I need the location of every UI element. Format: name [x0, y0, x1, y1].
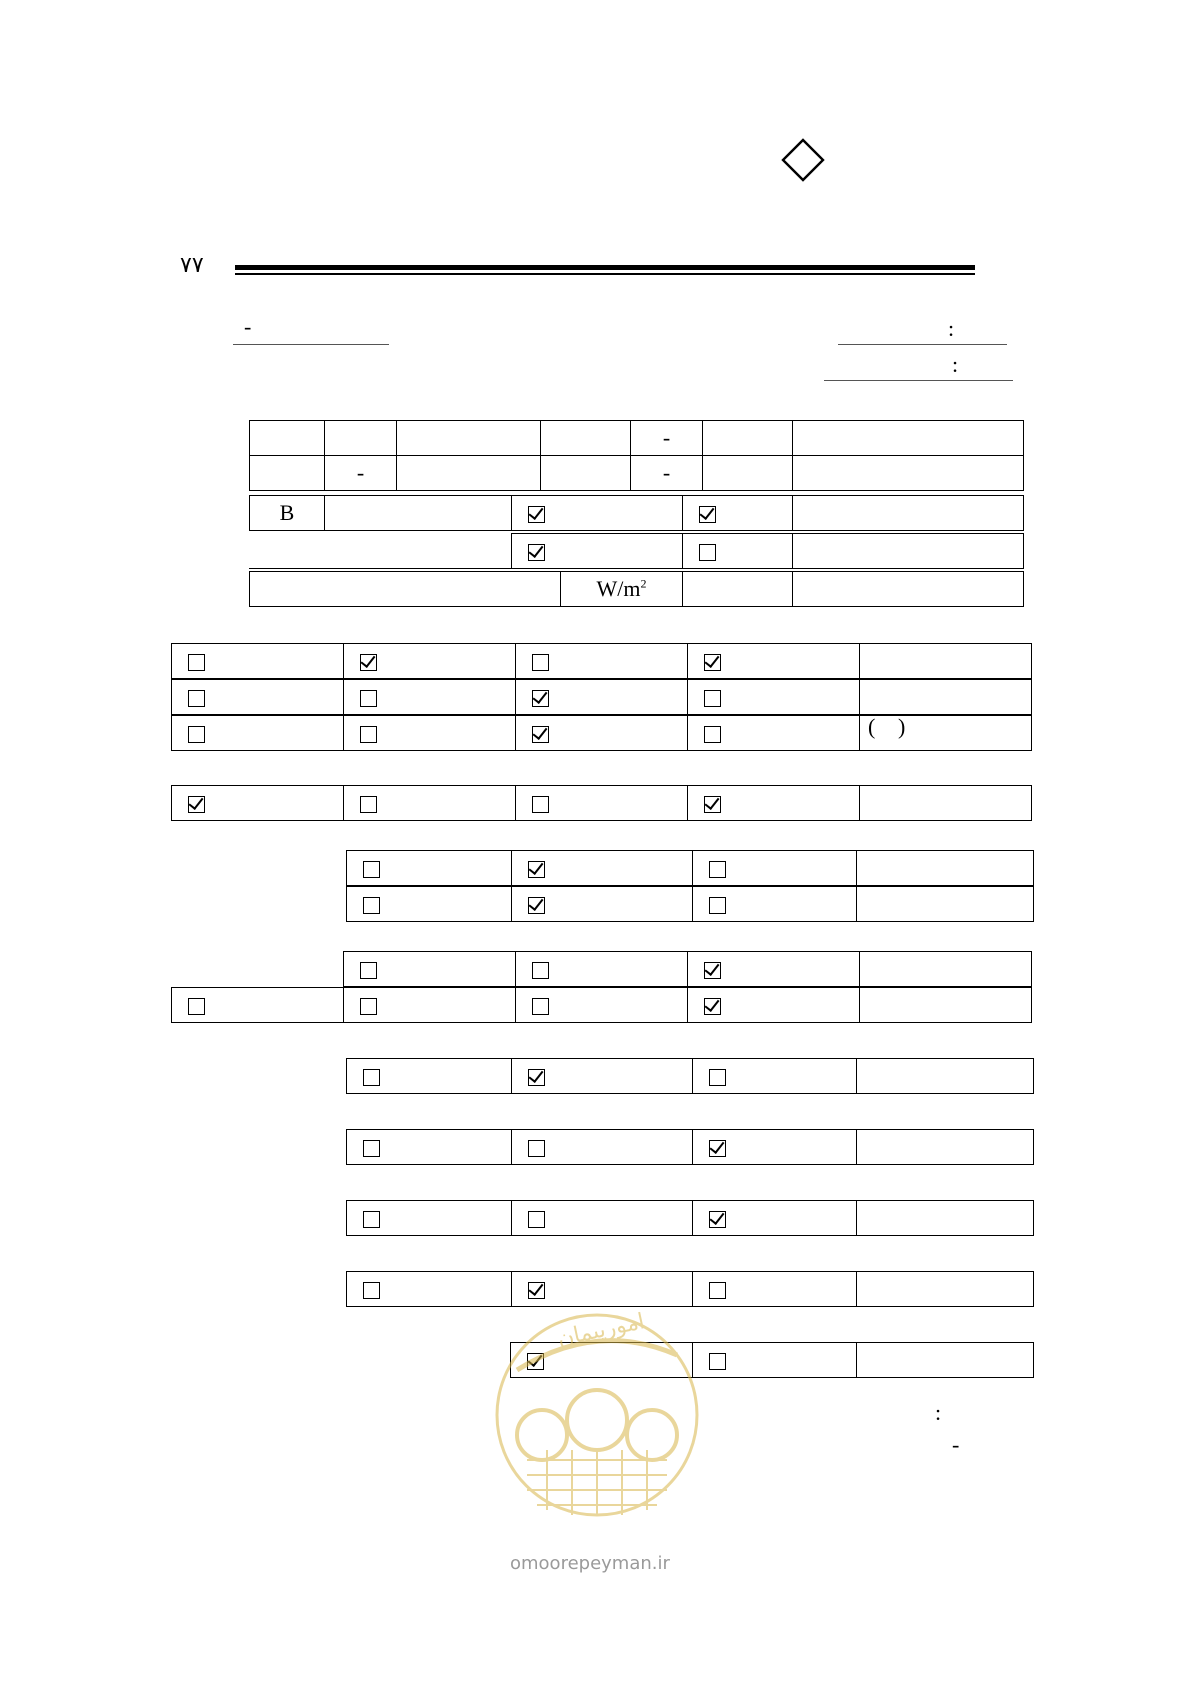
bottom-colon: : — [935, 1400, 942, 1425]
checkbox-unchecked[interactable] — [363, 1140, 380, 1157]
table-row — [347, 851, 1034, 886]
cell — [347, 851, 512, 886]
checkbox-unchecked[interactable] — [532, 998, 549, 1015]
checkbox-grid-e — [346, 1058, 1034, 1094]
table-row — [250, 456, 1024, 491]
paren-open: ( — [868, 714, 876, 739]
cell — [172, 644, 344, 679]
cell — [347, 1059, 512, 1094]
checkbox-grid-b — [171, 785, 1032, 821]
checkbox-unchecked[interactable] — [704, 690, 721, 707]
cell — [397, 456, 541, 491]
checkbox-checked[interactable] — [709, 1140, 726, 1157]
cell — [857, 1130, 1034, 1165]
cell — [688, 952, 860, 987]
checkbox[interactable] — [528, 506, 545, 523]
cell — [511, 534, 682, 569]
field-line-left — [233, 344, 389, 345]
table-row — [347, 1130, 1034, 1165]
cell — [512, 496, 683, 531]
cell: - — [325, 456, 397, 491]
cell — [347, 1201, 512, 1236]
checkbox-unchecked[interactable] — [532, 796, 549, 813]
cell — [516, 952, 688, 987]
cell — [688, 716, 860, 751]
cell — [860, 988, 1032, 1023]
cell: - — [631, 421, 703, 456]
checkbox-unchecked[interactable] — [709, 897, 726, 914]
checkbox[interactable] — [528, 544, 545, 561]
header-rule-thin — [235, 273, 975, 275]
cell — [250, 456, 325, 491]
cell — [860, 680, 1032, 715]
checkbox-grid-c — [346, 886, 1034, 922]
cell — [344, 786, 516, 821]
cell-letter-b: B — [250, 496, 325, 531]
cell — [792, 534, 1023, 569]
table-row — [344, 952, 1032, 987]
cell — [693, 1343, 857, 1378]
checkbox-unchecked[interactable] — [709, 1353, 726, 1370]
diamond-icon — [781, 138, 825, 182]
cell — [512, 851, 693, 886]
checkbox-grid-a — [171, 643, 1032, 679]
checkbox-unchecked[interactable] — [360, 690, 377, 707]
cell — [860, 952, 1032, 987]
info-table-row4 — [249, 533, 1024, 569]
checkbox-checked[interactable] — [528, 897, 545, 914]
table-row — [250, 572, 1024, 607]
cell-unit — [561, 572, 683, 607]
cell — [344, 988, 516, 1023]
cell — [347, 1130, 512, 1165]
table-row — [347, 1059, 1034, 1094]
info-table-row5 — [249, 571, 1024, 607]
cell — [344, 680, 516, 715]
checkbox-checked[interactable] — [188, 796, 205, 813]
cell — [793, 456, 1024, 491]
cell — [693, 1272, 857, 1307]
cell — [857, 1343, 1034, 1378]
paren-close: ) — [898, 714, 906, 739]
cell — [172, 716, 344, 751]
field-line-right-1 — [838, 344, 1007, 345]
cell — [683, 496, 793, 531]
checkbox-unchecked[interactable] — [360, 796, 377, 813]
checkbox-unchecked[interactable] — [363, 861, 380, 878]
watermark-url: omoorepeyman.ir — [510, 1553, 670, 1574]
checkbox-unchecked[interactable] — [709, 1282, 726, 1299]
cell — [512, 1201, 693, 1236]
cell — [857, 887, 1034, 922]
checkbox-unchecked[interactable] — [532, 962, 549, 979]
cell — [172, 988, 344, 1023]
watermark-logo-text: امورپیمان — [555, 1309, 647, 1352]
cell — [688, 786, 860, 821]
field-dash: - — [244, 314, 252, 339]
checkbox-grid-d — [171, 987, 1032, 1023]
cell — [682, 534, 792, 569]
checkbox-unchecked[interactable] — [188, 726, 205, 743]
cell — [516, 716, 688, 751]
checkbox-unchecked[interactable] — [528, 1140, 545, 1157]
field-colon-2: : — [952, 352, 959, 377]
table-row — [172, 988, 1032, 1023]
cell — [693, 1201, 857, 1236]
cell — [857, 1059, 1034, 1094]
cell — [325, 421, 397, 456]
cell — [512, 1130, 693, 1165]
unit-superscript: 2 — [640, 576, 647, 591]
cell — [857, 851, 1034, 886]
checkbox-checked[interactable] — [704, 654, 721, 671]
cell — [860, 716, 1032, 751]
cell — [516, 786, 688, 821]
checkbox-grid-d — [343, 951, 1032, 987]
cell — [344, 716, 516, 751]
checkbox[interactable] — [699, 544, 716, 561]
checkbox-grid-g — [346, 1200, 1034, 1236]
header-rule-thick — [235, 265, 975, 270]
cell — [857, 1272, 1034, 1307]
checkbox-unchecked[interactable] — [532, 654, 549, 671]
cell — [516, 644, 688, 679]
checkbox-unchecked[interactable] — [363, 1211, 380, 1228]
cell — [688, 680, 860, 715]
watermark-seal — [487, 1300, 707, 1540]
cell — [344, 644, 516, 679]
cell — [703, 421, 793, 456]
cell — [512, 887, 693, 922]
cell — [683, 572, 793, 607]
cell: - — [631, 456, 703, 491]
checkbox-unchecked[interactable] — [709, 1069, 726, 1086]
field-colon-1: : — [948, 316, 955, 341]
cell — [857, 1201, 1034, 1236]
info-table-top — [249, 420, 1024, 491]
cell — [793, 496, 1024, 531]
cell — [172, 786, 344, 821]
checkbox-unchecked[interactable] — [360, 962, 377, 979]
checkbox-checked[interactable] — [360, 654, 377, 671]
cell — [397, 421, 541, 456]
checkbox-unchecked[interactable] — [360, 726, 377, 743]
table-row — [347, 887, 1034, 922]
checkbox-unchecked[interactable] — [363, 1069, 380, 1086]
page-number: ۷۷ — [180, 252, 204, 277]
checkbox-checked[interactable] — [709, 1211, 726, 1228]
cell — [860, 644, 1032, 679]
info-table-row3 — [249, 495, 1024, 531]
table-row — [172, 786, 1032, 821]
cell — [250, 572, 561, 607]
checkbox-checked[interactable] — [532, 690, 549, 707]
checkbox-checked[interactable] — [528, 861, 545, 878]
checkbox-unchecked[interactable] — [704, 726, 721, 743]
cell — [860, 786, 1032, 821]
cell — [793, 572, 1024, 607]
checkbox-grid-c — [346, 850, 1034, 886]
cell — [250, 421, 325, 456]
cell — [344, 952, 516, 987]
cell — [688, 988, 860, 1023]
checkbox[interactable] — [699, 506, 716, 523]
checkbox-unchecked[interactable] — [528, 1211, 545, 1228]
cell — [541, 456, 631, 491]
checkbox-grid-f — [346, 1129, 1034, 1165]
cell — [693, 1130, 857, 1165]
checkbox-unchecked[interactable] — [188, 998, 205, 1015]
checkbox-checked[interactable] — [528, 1069, 545, 1086]
cell — [688, 644, 860, 679]
checkbox-checked[interactable] — [704, 796, 721, 813]
cell — [693, 851, 857, 886]
checkbox-checked[interactable] — [532, 726, 549, 743]
cell — [325, 496, 512, 531]
cell — [693, 1059, 857, 1094]
unit-label: W/m — [596, 576, 641, 601]
table-row — [250, 421, 1024, 456]
cell — [693, 887, 857, 922]
checkbox-unchecked[interactable] — [363, 897, 380, 914]
field-line-right-2 — [824, 380, 1013, 381]
checkbox-unchecked[interactable] — [360, 998, 377, 1015]
cell — [541, 421, 631, 456]
cell — [347, 887, 512, 922]
table-row — [249, 534, 1023, 569]
cell-empty — [249, 534, 511, 569]
checkbox-unchecked[interactable] — [363, 1282, 380, 1299]
table-row — [172, 644, 1032, 679]
cell — [512, 1059, 693, 1094]
cell — [703, 456, 793, 491]
cell — [516, 988, 688, 1023]
table-row — [172, 680, 1032, 715]
cell — [172, 680, 344, 715]
checkbox-grid-a — [171, 679, 1032, 715]
checkbox-unchecked[interactable] — [188, 690, 205, 707]
bottom-dash: - — [952, 1432, 960, 1457]
checkbox-checked[interactable] — [704, 998, 721, 1015]
cell — [793, 421, 1024, 456]
cell — [516, 680, 688, 715]
checkbox-checked[interactable] — [528, 1282, 545, 1299]
checkbox-checked[interactable] — [704, 962, 721, 979]
table-row — [250, 496, 1024, 531]
checkbox-unchecked[interactable] — [709, 861, 726, 878]
checkbox-unchecked[interactable] — [188, 654, 205, 671]
table-row — [347, 1201, 1034, 1236]
